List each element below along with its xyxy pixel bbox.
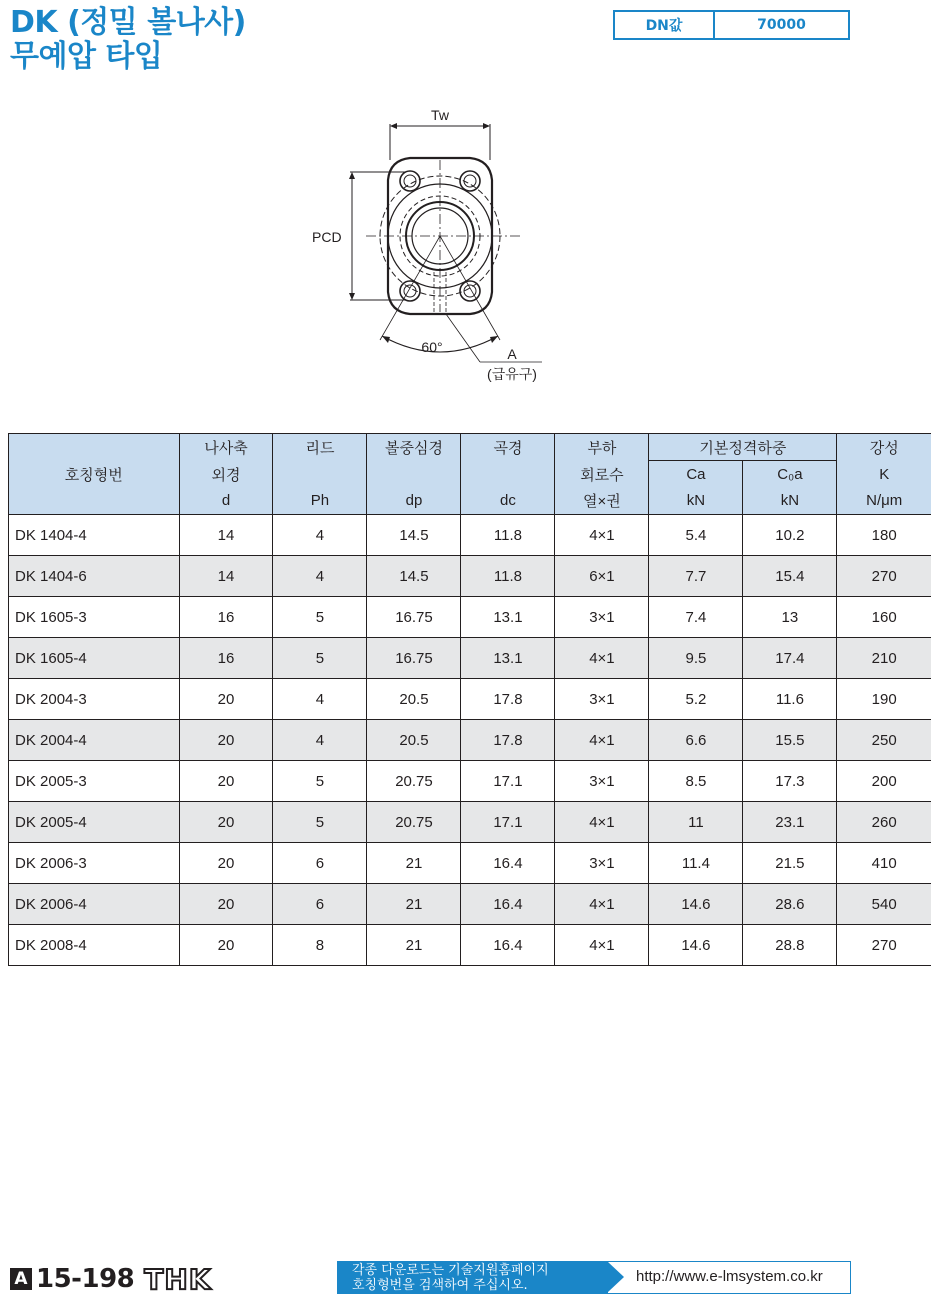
header-rating: 기본정격하중 bbox=[649, 434, 837, 461]
header-ca-1: Ca bbox=[649, 461, 743, 488]
table-row bbox=[9, 597, 931, 638]
nut-drawing bbox=[300, 100, 560, 390]
header-shaft-2: 외경 bbox=[179, 461, 273, 488]
brand-logo: THK bbox=[144, 1262, 212, 1296]
header-ball-1: 볼중심경 bbox=[367, 434, 461, 461]
cell-c0a: 28.8 bbox=[743, 925, 837, 966]
tw-label: Tw bbox=[431, 107, 449, 123]
dn-label: DN값 bbox=[615, 12, 715, 38]
table-row bbox=[9, 638, 931, 679]
cell-k: 260 bbox=[837, 802, 931, 843]
cell-ph: 4 bbox=[273, 515, 367, 556]
cell-c0a: 28.6 bbox=[743, 884, 837, 925]
angle-label: 60° bbox=[421, 339, 443, 355]
header-c0a-1: C₀a bbox=[743, 461, 837, 488]
cell-d: 20 bbox=[179, 925, 273, 966]
header-shaft-1: 나사축 bbox=[179, 434, 273, 461]
table-row bbox=[9, 720, 931, 761]
cell-c0a: 21.5 bbox=[743, 843, 837, 884]
banner-text bbox=[352, 1263, 549, 1293]
cell-dc: 17.8 bbox=[461, 720, 555, 761]
download-banner bbox=[337, 1261, 851, 1294]
dn-value-box bbox=[613, 10, 850, 40]
header-rigid-2: K bbox=[837, 461, 931, 488]
cell-dc: 17.8 bbox=[461, 679, 555, 720]
page-footer bbox=[10, 1262, 211, 1296]
cell-ph: 6 bbox=[273, 843, 367, 884]
cell-d: 16 bbox=[179, 597, 273, 638]
cell-ph: 8 bbox=[273, 925, 367, 966]
cell-c0a: 15.5 bbox=[743, 720, 837, 761]
cell-ca: 6.6 bbox=[649, 720, 743, 761]
header-root-3: dc bbox=[461, 488, 555, 515]
table-row bbox=[9, 515, 931, 556]
cell-model: DK 2004-3 bbox=[9, 679, 180, 720]
cell-circuits: 6×1 bbox=[555, 556, 649, 597]
cell-circuits: 3×1 bbox=[555, 679, 649, 720]
header-ball-3: dp bbox=[367, 488, 461, 515]
cell-ca: 8.5 bbox=[649, 761, 743, 802]
cell-circuits: 4×1 bbox=[555, 638, 649, 679]
cell-c0a: 23.1 bbox=[743, 802, 837, 843]
header-root-1: 곡경 bbox=[461, 434, 555, 461]
cell-k: 190 bbox=[837, 679, 931, 720]
cell-dp: 14.5 bbox=[367, 556, 461, 597]
cell-model: DK 1404-6 bbox=[9, 556, 180, 597]
cell-model: DK 1404-4 bbox=[9, 515, 180, 556]
header-lead-3: Ph bbox=[273, 488, 367, 515]
cell-k: 160 bbox=[837, 597, 931, 638]
cell-model: DK 1605-3 bbox=[9, 597, 180, 638]
banner-arrow-icon bbox=[608, 1262, 624, 1292]
cell-dc: 16.4 bbox=[461, 884, 555, 925]
cell-circuits: 4×1 bbox=[555, 515, 649, 556]
header-root-2 bbox=[461, 461, 555, 488]
cell-model: DK 1605-4 bbox=[9, 638, 180, 679]
table-row bbox=[9, 761, 931, 802]
table-row bbox=[9, 925, 931, 966]
cell-dc: 11.8 bbox=[461, 515, 555, 556]
cell-ca: 11.4 bbox=[649, 843, 743, 884]
cell-dp: 21 bbox=[367, 925, 461, 966]
table-row bbox=[9, 802, 931, 843]
cell-model: DK 2005-4 bbox=[9, 802, 180, 843]
cell-ca: 9.5 bbox=[649, 638, 743, 679]
table-row bbox=[9, 884, 931, 925]
cell-dp: 16.75 bbox=[367, 638, 461, 679]
pcd-label: PCD bbox=[312, 229, 342, 245]
cell-d: 14 bbox=[179, 556, 273, 597]
cell-circuits: 4×1 bbox=[555, 925, 649, 966]
cell-c0a: 17.4 bbox=[743, 638, 837, 679]
cell-dp: 20.75 bbox=[367, 761, 461, 802]
header-load-2: 회로수 bbox=[555, 461, 649, 488]
cell-ca: 5.2 bbox=[649, 679, 743, 720]
cell-ph: 4 bbox=[273, 556, 367, 597]
cell-model: DK 2006-3 bbox=[9, 843, 180, 884]
cell-circuits: 3×1 bbox=[555, 761, 649, 802]
cell-model: DK 2008-4 bbox=[9, 925, 180, 966]
cell-ph: 5 bbox=[273, 597, 367, 638]
cell-d: 14 bbox=[179, 515, 273, 556]
cell-dc: 13.1 bbox=[461, 638, 555, 679]
cell-k: 540 bbox=[837, 884, 931, 925]
cell-d: 16 bbox=[179, 638, 273, 679]
cell-ca: 7.4 bbox=[649, 597, 743, 638]
cell-model: DK 2006-4 bbox=[9, 884, 180, 925]
a-label: A bbox=[507, 346, 517, 362]
cell-circuits: 3×1 bbox=[555, 843, 649, 884]
cell-ph: 4 bbox=[273, 720, 367, 761]
cell-k: 270 bbox=[837, 925, 931, 966]
table-row bbox=[9, 556, 931, 597]
cell-c0a: 15.4 bbox=[743, 556, 837, 597]
cell-dp: 21 bbox=[367, 884, 461, 925]
cell-k: 180 bbox=[837, 515, 931, 556]
table-row bbox=[9, 679, 931, 720]
header-lead-1: 리드 bbox=[273, 434, 367, 461]
cell-model: DK 2005-3 bbox=[9, 761, 180, 802]
website-link[interactable]: http://www.e-lmsystem.co.kr bbox=[636, 1268, 823, 1285]
cell-c0a: 11.6 bbox=[743, 679, 837, 720]
cell-dc: 11.8 bbox=[461, 556, 555, 597]
header-ball-2 bbox=[367, 461, 461, 488]
cell-ca: 5.4 bbox=[649, 515, 743, 556]
cell-k: 200 bbox=[837, 761, 931, 802]
cell-d: 20 bbox=[179, 802, 273, 843]
header-model: 호칭형번 bbox=[9, 434, 180, 515]
cell-d: 20 bbox=[179, 679, 273, 720]
header-ca-2: kN bbox=[649, 488, 743, 515]
header-c0a-2: kN bbox=[743, 488, 837, 515]
spec-table-header bbox=[9, 434, 931, 515]
banner-line-1: 각종 다운로드는 기술지원홈페이지 bbox=[352, 1263, 549, 1278]
cell-ph: 5 bbox=[273, 802, 367, 843]
cell-dp: 14.5 bbox=[367, 515, 461, 556]
cell-ca: 11 bbox=[649, 802, 743, 843]
header-lead-2 bbox=[273, 461, 367, 488]
cell-ph: 6 bbox=[273, 884, 367, 925]
banner-line-2: 호칭형번을 검색하여 주십시오. bbox=[352, 1278, 528, 1293]
cell-dc: 16.4 bbox=[461, 843, 555, 884]
a-note-label: (급유구) bbox=[487, 366, 537, 382]
cell-ca: 14.6 bbox=[649, 884, 743, 925]
spec-table bbox=[8, 433, 931, 966]
header-rigid-1: 강성 bbox=[837, 434, 931, 461]
cell-circuits: 4×1 bbox=[555, 802, 649, 843]
cell-k: 270 bbox=[837, 556, 931, 597]
header-load-1: 부하 bbox=[555, 434, 649, 461]
table-row bbox=[9, 843, 931, 884]
header-shaft-3: d bbox=[179, 488, 273, 515]
cell-dc: 17.1 bbox=[461, 802, 555, 843]
cell-model: DK 2004-4 bbox=[9, 720, 180, 761]
cell-dp: 20.75 bbox=[367, 802, 461, 843]
spec-table-body bbox=[9, 515, 931, 966]
cell-ph: 5 bbox=[273, 638, 367, 679]
cell-d: 20 bbox=[179, 761, 273, 802]
cell-ca: 14.6 bbox=[649, 925, 743, 966]
cell-dp: 16.75 bbox=[367, 597, 461, 638]
cell-d: 20 bbox=[179, 720, 273, 761]
cell-k: 210 bbox=[837, 638, 931, 679]
cell-circuits: 3×1 bbox=[555, 597, 649, 638]
cell-dp: 20.5 bbox=[367, 720, 461, 761]
header-load-3: 열×권 bbox=[555, 488, 649, 515]
title-line-2: 무예압 타입 bbox=[10, 39, 163, 74]
cell-k: 250 bbox=[837, 720, 931, 761]
page-title bbox=[10, 6, 246, 74]
cell-c0a: 17.3 bbox=[743, 761, 837, 802]
cell-c0a: 13 bbox=[743, 597, 837, 638]
nut-drawing-svg bbox=[300, 100, 560, 390]
cell-dc: 16.4 bbox=[461, 925, 555, 966]
cell-ca: 7.7 bbox=[649, 556, 743, 597]
cell-dc: 13.1 bbox=[461, 597, 555, 638]
cell-dp: 21 bbox=[367, 843, 461, 884]
cell-dp: 20.5 bbox=[367, 679, 461, 720]
cell-dc: 17.1 bbox=[461, 761, 555, 802]
cell-circuits: 4×1 bbox=[555, 884, 649, 925]
cell-circuits: 4×1 bbox=[555, 720, 649, 761]
section-badge: A bbox=[10, 1268, 32, 1290]
cell-k: 410 bbox=[837, 843, 931, 884]
dn-value: 70000 bbox=[757, 17, 806, 33]
header-rigid-3: N/μm bbox=[837, 488, 931, 515]
cell-d: 20 bbox=[179, 884, 273, 925]
cell-d: 20 bbox=[179, 843, 273, 884]
page-number: 15-198 bbox=[36, 1264, 135, 1294]
cell-ph: 4 bbox=[273, 679, 367, 720]
cell-c0a: 10.2 bbox=[743, 515, 837, 556]
title-line-1: DK (정밀 볼나사) bbox=[10, 5, 246, 40]
cell-ph: 5 bbox=[273, 761, 367, 802]
